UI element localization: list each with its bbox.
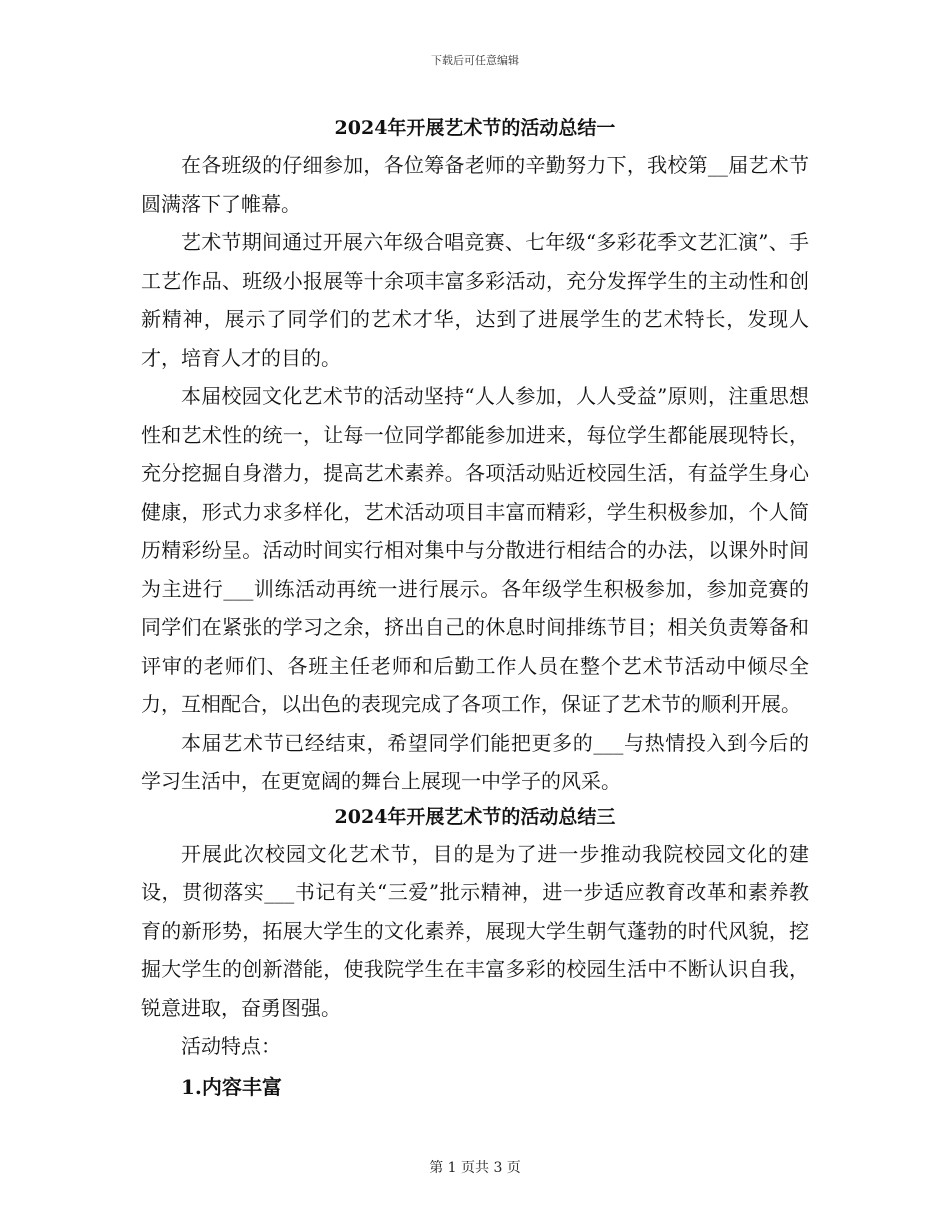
subheading-content-rich: 1.内容丰富 bbox=[181, 1074, 282, 1099]
page-footer: 第 1 页共 3 页 bbox=[429, 1160, 521, 1176]
features-label: 活动特点： bbox=[181, 1034, 281, 1058]
section-2-title: 2024年开展艺术节的活动总结三 bbox=[334, 805, 616, 828]
section-1-paragraph-2: 艺术节期间通过开展六年级合唱竞赛、七年级“多彩花季文艺汇演”、手工艺作品、班级小报展等十余项丰富多彩活动，充分发挥学生的主动性和创新精神，展示了同学们的艺术才华，达到了进展学生的艺术特长，发现人才，培育人才的目的。 bbox=[141, 230, 809, 370]
page-header: 下载后可任意编辑 bbox=[431, 54, 519, 67]
section-2-paragraph-1: 开展此次校园文化艺术节，目的是为了进一步推动我院校园文化的建设，贯彻落实___书记有关“三爱”批示精神，进一步适应教育改革和素养教育的新形势，拓展大学生的文化素养，展现大学生朝气蓬勃的时代风貌，挖掘大学生的创新潜能，使我院学生在丰富多彩的校园生活中不断认识自我，锐意进取，奋勇图强。 bbox=[141, 841, 809, 1020]
section-1-paragraph-3: 本届校园文化艺术节的活动坚持“人人参加，人人受益”原则，注重思想性和艺术性的统一，让每一位同学都能参加进来，每位学生都能展现特长，充分挖掘自身潜力，提高艺术素养。各项活动贴近校园生活，有益学生身心健康，形式力求多样化，艺术活动项目丰富而精彩，学生积极参加，个人简历精彩纷呈。活动时间实行相对集中与分散进行相结合的办法，以课外时间为主进行___训练活动再统一进行展示。各年级学生积极参加，参加竞赛的同学们在紧张的学习之余，挤出自己的休息时间排练节目；相关负责筹备和评审的老师们、各班主任老师和后勤工作人员在整个艺术节活动中倾尽全力，互相配合，以出色的表现完成了各项工作，保证了艺术节的顺利开展。 bbox=[141, 384, 809, 716]
section-1-paragraph-4: 本届艺术节已经结束，希望同学们能把更多的___与热情投入到今后的学习生活中，在更宽阔的舞台上展现一中学子的风采。 bbox=[141, 730, 809, 793]
document-body bbox=[141, 112, 809, 1106]
section-1-paragraph-1: 在各班级的仔细参加，各位筹备老师的辛勤努力下，我校第__届艺术节圆满落下了帷幕。 bbox=[141, 153, 809, 216]
section-1-title: 2024年开展艺术节的活动总结一 bbox=[334, 117, 616, 139]
